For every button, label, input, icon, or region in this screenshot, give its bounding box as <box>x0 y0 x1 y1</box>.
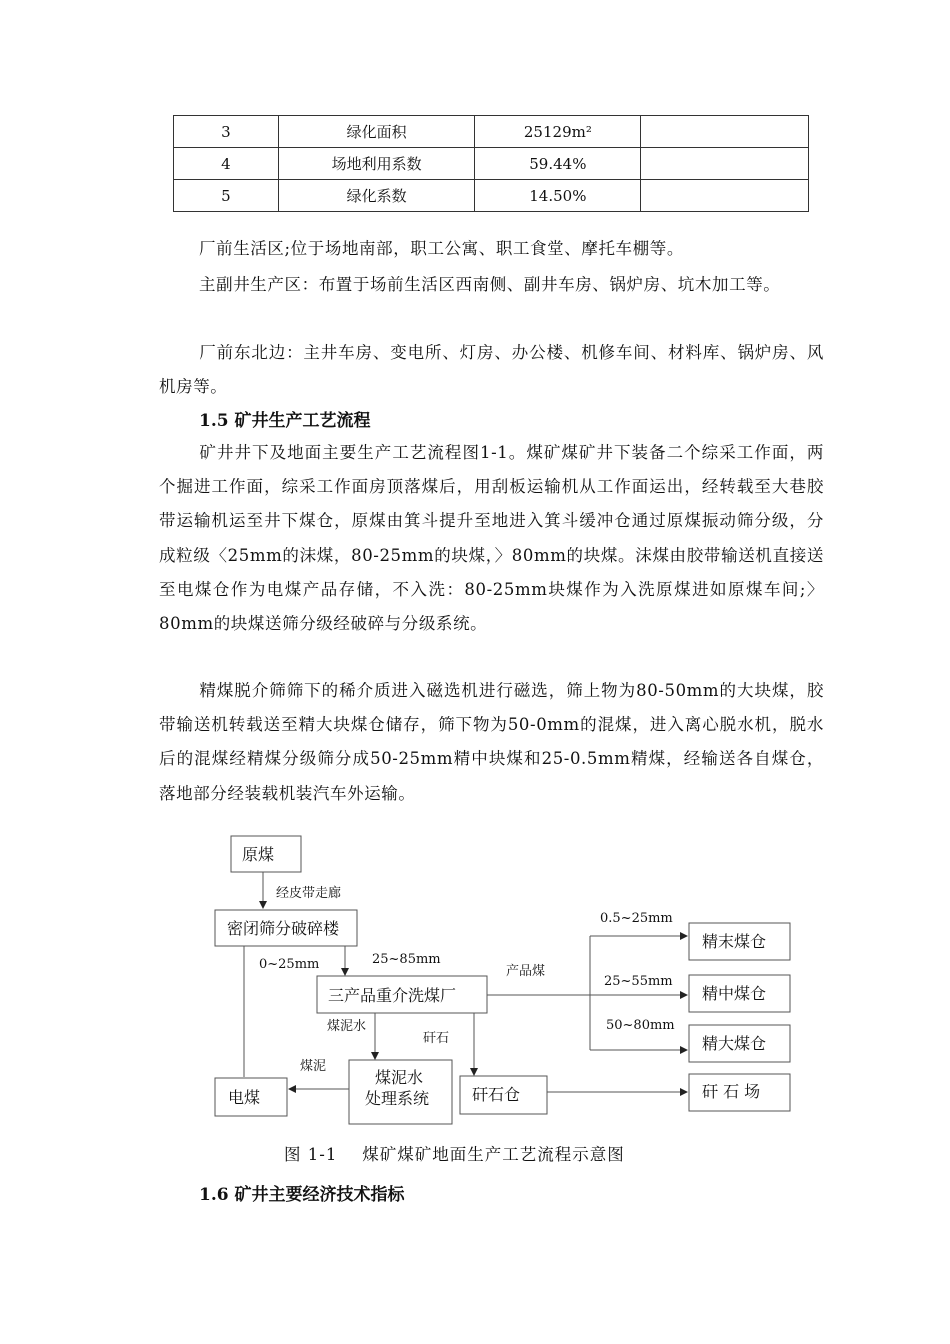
label-raw-coal: 原煤 <box>242 845 275 864</box>
cell-value: 59.44% <box>475 148 641 180</box>
paragraph-text: 厂前东北边：主井车房、变电所、灯房、办公楼、机修车间、材料库、锅炉房、风机房等。 <box>159 343 824 397</box>
label-gangue-yard: 矸 石 场 <box>702 1082 761 1101</box>
paragraph-text: 主副井生产区：布置于场前生活区西南侧、副井车房、锅炉房、坑木加工等。 <box>199 275 781 294</box>
label-medium-coal-bin: 精中煤仓 <box>702 984 767 1003</box>
cell-note <box>641 148 809 180</box>
label-slime-system-1: 煤泥水 <box>375 1068 424 1087</box>
paragraph-process-overview <box>159 436 824 641</box>
cell-value: 25129m² <box>475 116 641 148</box>
cell-no: 5 <box>174 180 279 212</box>
section-heading-1-5: 1.5 矿井生产工艺流程 <box>199 411 371 431</box>
cell-note <box>641 116 809 148</box>
label-size-05-25: 0.5~25mm <box>600 911 673 926</box>
cell-item: 场地利用系数 <box>278 148 475 180</box>
paragraph-production-area <box>159 268 824 302</box>
paragraph-northeast-area <box>159 336 824 404</box>
label-belt: 经皮带走廊 <box>276 886 342 901</box>
cell-item: 绿化系数 <box>278 180 475 212</box>
paragraph-text: 精煤脱介筛筛下的稀介质进入磁选机进行磁选，筛上物为80-50mm的大块煤，胶带输送机转载送至精大块煤仓储存，筛下物为50-0mm的混煤，进入离心脱水机，脱水后的混煤经精煤分级筛分成50-25mm精中块煤和25-0.5mm精煤，经输送各自煤仓，落地部分经装载机装汽车外运输。 <box>159 681 824 803</box>
cell-no: 3 <box>174 116 279 148</box>
label-size-25-85: 25~85mm <box>372 952 441 967</box>
label-washery: 三产品重介洗煤厂 <box>328 986 457 1005</box>
label-large-coal-bin: 精大煤仓 <box>702 1034 767 1053</box>
label-power-coal: 电煤 <box>228 1088 261 1107</box>
table-row <box>174 116 809 148</box>
paragraph-text: 厂前生活区;位于场地南部，职工公寓、职工食堂、摩托车棚等。 <box>199 239 684 258</box>
label-size-25-55: 25~55mm <box>604 974 673 989</box>
figure-caption: 图 1-1 煤矿煤矿地面生产工艺流程示意图 <box>284 1145 625 1164</box>
label-size-0-25: 0~25mm <box>259 957 320 972</box>
paragraph-living-area <box>159 232 824 266</box>
cell-item: 绿化面积 <box>278 116 475 148</box>
label-slime-system-2: 处理系统 <box>365 1089 430 1108</box>
label-fine-coal-bin: 精末煤仓 <box>702 932 767 951</box>
data-table <box>173 115 809 212</box>
table-row <box>174 148 809 180</box>
label-size-50-80: 50~80mm <box>606 1018 675 1033</box>
label-gangue-bin: 矸石仓 <box>472 1085 521 1104</box>
paragraph-fine-coal <box>159 674 824 811</box>
cell-no: 4 <box>174 148 279 180</box>
cell-value: 14.50% <box>475 180 641 212</box>
label-gangue: 矸石 <box>423 1031 450 1046</box>
section-heading-1-6: 1.6 矿井主要经济技术指标 <box>199 1185 405 1205</box>
process-flow-diagram <box>0 820 950 1140</box>
table-row <box>174 180 809 212</box>
label-crusher: 密闭筛分破碎楼 <box>227 919 340 938</box>
label-slime-water: 煤泥水 <box>327 1019 367 1034</box>
cell-note <box>641 180 809 212</box>
label-product-coal: 产品煤 <box>506 964 546 979</box>
paragraph-text: 矿井井下及地面主要生产工艺流程图1-1。煤矿煤矿井下装备二个综采工作面，两个掘进工作面，综采工作面房顶落煤后，用刮板运输机从工作面运出，经转载至大巷胶带运输机运至井下煤仓，原煤由箕斗提升至地进入箕斗缓冲仓通过原煤振动筛分级，分成粒级〈25mm的沫煤，80-25mm的块煤，〉80mm的块煤。沫煤由胶带输送机直接送至电煤仓作为电煤产品存储，不入洗：80-25mm块煤作为入洗原煤进如原煤车间;〉80mm的块煤送筛分级经破碎与分级系统。 <box>159 443 824 634</box>
label-slime: 煤泥 <box>300 1059 327 1074</box>
